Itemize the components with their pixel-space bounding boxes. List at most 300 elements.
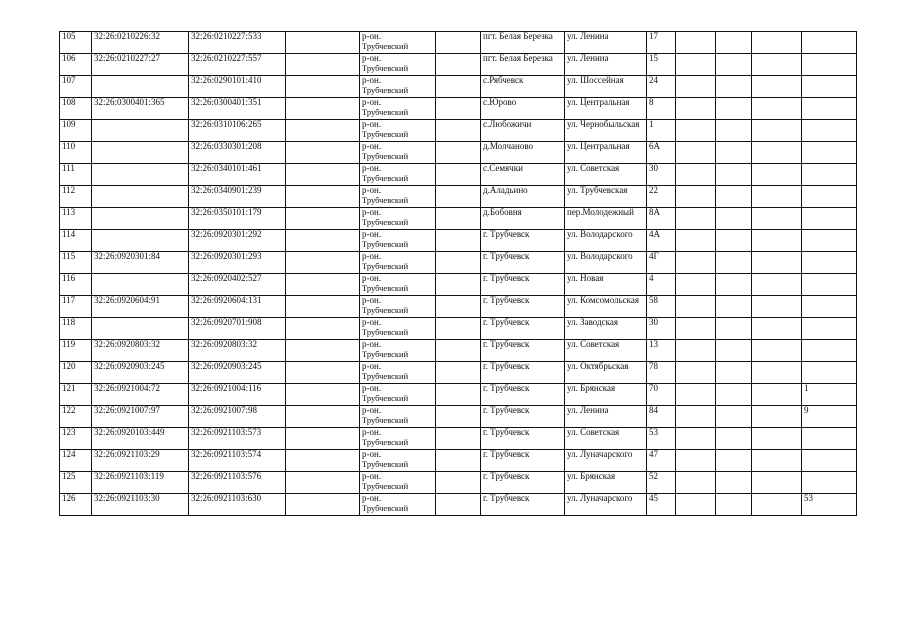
old-cadastral-number-cell: 32:26:0210226:32 (92, 32, 189, 54)
blank-cell (716, 98, 752, 120)
street-cell: ул. Чернобыльская (565, 120, 647, 142)
district-prefix: р-он. (362, 185, 382, 195)
district-cell (360, 318, 436, 340)
table-row (60, 406, 857, 428)
settlement-cell: пгт. Белая Березка (481, 32, 565, 54)
district-cell (360, 32, 436, 54)
blank-cell (752, 32, 802, 54)
old-cadastral-number-cell (92, 274, 189, 296)
cadastral-number-cell: 32:26:0210227:533 (189, 32, 286, 54)
blank-cell (716, 384, 752, 406)
street-cell: ул. Луначарского (565, 450, 647, 472)
house-number-cell: 30 (647, 318, 676, 340)
blank-cell (286, 120, 360, 142)
apartment-cell: 53 (802, 494, 857, 516)
blank-cell (436, 406, 481, 428)
blank-cell (436, 340, 481, 362)
district-name: Трубчевский (362, 349, 409, 359)
apartment-cell (802, 362, 857, 384)
settlement-cell: с.Рябчевск (481, 76, 565, 98)
district-cell (360, 142, 436, 164)
district-prefix: р-он. (362, 75, 382, 85)
street-cell: ул. Октябрьская (565, 362, 647, 384)
blank-cell (716, 494, 752, 516)
district-prefix: р-он. (362, 493, 382, 503)
cadastral-number-cell: 32:26:0300401:351 (189, 98, 286, 120)
district-prefix: р-он. (362, 405, 382, 415)
district-name: Трубчевский (362, 129, 409, 139)
old-cadastral-number-cell: 32:26:0920103:449 (92, 428, 189, 450)
blank-cell (676, 494, 716, 516)
blank-cell (716, 362, 752, 384)
blank-cell (752, 186, 802, 208)
blank-cell (286, 384, 360, 406)
blank-cell (676, 98, 716, 120)
house-number-cell: 45 (647, 494, 676, 516)
table-row (60, 230, 857, 252)
district-cell (360, 384, 436, 406)
house-number-cell: 22 (647, 186, 676, 208)
blank-cell (752, 362, 802, 384)
blank-cell (716, 142, 752, 164)
row-number-cell: 106 (60, 54, 92, 76)
row-number-cell: 114 (60, 230, 92, 252)
row-number-cell: 121 (60, 384, 92, 406)
settlement-cell: г. Трубчевск (481, 362, 565, 384)
cadastral-number-cell: 32:26:0921103:630 (189, 494, 286, 516)
blank-cell (286, 142, 360, 164)
blank-cell (752, 406, 802, 428)
blank-cell (436, 32, 481, 54)
old-cadastral-number-cell: 32:26:0210227:27 (92, 54, 189, 76)
cadastral-number-cell: 32:26:0350101:179 (189, 208, 286, 230)
table-row (60, 362, 857, 384)
table-row (60, 252, 857, 274)
blank-cell (752, 296, 802, 318)
table-row (60, 32, 857, 54)
district-name: Трубчевский (362, 459, 409, 469)
blank-cell (286, 54, 360, 76)
settlement-cell: г. Трубчевск (481, 384, 565, 406)
district-name: Трубчевский (362, 261, 409, 271)
blank-cell (286, 274, 360, 296)
house-number-cell: 24 (647, 76, 676, 98)
cadastral-number-cell: 32:26:0310106:265 (189, 120, 286, 142)
blank-cell (286, 230, 360, 252)
apartment-cell (802, 274, 857, 296)
blank-cell (752, 208, 802, 230)
blank-cell (676, 186, 716, 208)
row-number-cell: 119 (60, 340, 92, 362)
old-cadastral-number-cell: 32:26:0920301:84 (92, 252, 189, 274)
settlement-cell: г. Трубчевск (481, 296, 565, 318)
blank-cell (676, 230, 716, 252)
settlement-cell: г. Трубчевск (481, 494, 565, 516)
apartment-cell (802, 340, 857, 362)
blank-cell (436, 494, 481, 516)
settlement-cell: г. Трубчевск (481, 340, 565, 362)
district-name: Трубчевский (362, 503, 409, 513)
house-number-cell: 13 (647, 340, 676, 362)
old-cadastral-number-cell: 32:26:0300401:365 (92, 98, 189, 120)
district-name: Трубчевский (362, 173, 409, 183)
street-cell: ул. Володарского (565, 230, 647, 252)
house-number-cell: 4Г (647, 252, 676, 274)
district-name: Трубчевский (362, 481, 409, 491)
blank-cell (676, 318, 716, 340)
district-prefix: р-он. (362, 119, 382, 129)
apartment-cell (802, 318, 857, 340)
blank-cell (286, 98, 360, 120)
blank-cell (752, 142, 802, 164)
blank-cell (436, 472, 481, 494)
settlement-cell: пгт. Белая Березка (481, 54, 565, 76)
cadastral-number-cell: 32:26:0921103:573 (189, 428, 286, 450)
house-number-cell: 53 (647, 428, 676, 450)
table-row (60, 186, 857, 208)
blank-cell (436, 230, 481, 252)
blank-cell (752, 450, 802, 472)
blank-cell (752, 494, 802, 516)
settlement-cell: с.Юрово (481, 98, 565, 120)
street-cell: пер.Молодежный (565, 208, 647, 230)
district-cell (360, 230, 436, 252)
blank-cell (752, 230, 802, 252)
settlement-cell: с.Любожичи (481, 120, 565, 142)
blank-cell (716, 450, 752, 472)
district-cell (360, 120, 436, 142)
row-number-cell: 118 (60, 318, 92, 340)
old-cadastral-number-cell (92, 164, 189, 186)
street-cell: ул. Володарского (565, 252, 647, 274)
house-number-cell: 4А (647, 230, 676, 252)
row-number-cell: 109 (60, 120, 92, 142)
district-name: Трубчевский (362, 217, 409, 227)
blank-cell (676, 76, 716, 98)
cadastral-number-cell: 32:26:0921007:98 (189, 406, 286, 428)
blank-cell (436, 120, 481, 142)
cadastral-number-cell: 32:26:0330301:208 (189, 142, 286, 164)
blank-cell (752, 274, 802, 296)
row-number-cell: 110 (60, 142, 92, 164)
settlement-cell: г. Трубчевск (481, 472, 565, 494)
blank-cell (436, 450, 481, 472)
cadastral-number-cell: 32:26:0920604:131 (189, 296, 286, 318)
old-cadastral-number-cell: 32:26:0921103:30 (92, 494, 189, 516)
apartment-cell (802, 230, 857, 252)
district-prefix: р-он. (362, 141, 382, 151)
blank-cell (676, 428, 716, 450)
district-name: Трубчевский (362, 415, 409, 425)
row-number-cell: 122 (60, 406, 92, 428)
apartment-cell (802, 252, 857, 274)
apartment-cell (802, 186, 857, 208)
old-cadastral-number-cell: 32:26:0921004:72 (92, 384, 189, 406)
blank-cell (676, 340, 716, 362)
table-row (60, 494, 857, 516)
cadastral-number-cell: 32:26:0920301:293 (189, 252, 286, 274)
settlement-cell: г. Трубчевск (481, 318, 565, 340)
blank-cell (676, 54, 716, 76)
blank-cell (286, 32, 360, 54)
district-cell (360, 98, 436, 120)
blank-cell (752, 120, 802, 142)
blank-cell (716, 164, 752, 186)
blank-cell (436, 296, 481, 318)
house-number-cell: 70 (647, 384, 676, 406)
settlement-cell: г. Трубчевск (481, 230, 565, 252)
blank-cell (752, 164, 802, 186)
blank-cell (676, 384, 716, 406)
blank-cell (716, 274, 752, 296)
apartment-cell (802, 164, 857, 186)
blank-cell (716, 208, 752, 230)
blank-cell (716, 252, 752, 274)
blank-cell (676, 274, 716, 296)
cadastral-number-cell: 32:26:0921103:576 (189, 472, 286, 494)
row-number-cell: 123 (60, 428, 92, 450)
blank-cell (436, 142, 481, 164)
house-number-cell: 30 (647, 164, 676, 186)
blank-cell (286, 406, 360, 428)
row-number-cell: 112 (60, 186, 92, 208)
district-prefix: р-он. (362, 229, 382, 239)
district-name: Трубчевский (362, 85, 409, 95)
blank-cell (436, 208, 481, 230)
table-row (60, 274, 857, 296)
district-name: Трубчевский (362, 41, 409, 51)
old-cadastral-number-cell (92, 120, 189, 142)
street-cell: ул. Луначарского (565, 494, 647, 516)
district-prefix: р-он. (362, 273, 382, 283)
settlement-cell: д.Аладьино (481, 186, 565, 208)
old-cadastral-number-cell (92, 186, 189, 208)
settlement-cell: с.Семячки (481, 164, 565, 186)
settlement-cell: г. Трубчевск (481, 252, 565, 274)
district-cell (360, 296, 436, 318)
row-number-cell: 120 (60, 362, 92, 384)
blank-cell (752, 318, 802, 340)
district-prefix: р-он. (362, 427, 382, 437)
district-cell (360, 252, 436, 274)
district-name: Трубчевский (362, 283, 409, 293)
blank-cell (286, 494, 360, 516)
table-row (60, 208, 857, 230)
apartment-cell (802, 76, 857, 98)
district-cell (360, 494, 436, 516)
blank-cell (436, 76, 481, 98)
blank-cell (752, 98, 802, 120)
cadastral-number-cell: 32:26:0920701:908 (189, 318, 286, 340)
old-cadastral-number-cell (92, 230, 189, 252)
blank-cell (286, 296, 360, 318)
old-cadastral-number-cell (92, 208, 189, 230)
blank-cell (286, 428, 360, 450)
old-cadastral-number-cell: 32:26:0921103:29 (92, 450, 189, 472)
blank-cell (676, 32, 716, 54)
table-row (60, 120, 857, 142)
blank-cell (286, 472, 360, 494)
property-registry-table (59, 31, 857, 516)
street-cell: ул. Новая (565, 274, 647, 296)
blank-cell (436, 384, 481, 406)
district-prefix: р-он. (362, 31, 382, 41)
old-cadastral-number-cell (92, 318, 189, 340)
cadastral-number-cell: 32:26:0920402:527 (189, 274, 286, 296)
district-prefix: р-он. (362, 361, 382, 371)
table-row (60, 428, 857, 450)
table-row (60, 318, 857, 340)
house-number-cell: 52 (647, 472, 676, 494)
table-body (60, 32, 857, 516)
district-prefix: р-он. (362, 251, 382, 261)
house-number-cell: 8А (647, 208, 676, 230)
street-cell: ул. Советская (565, 164, 647, 186)
row-number-cell: 111 (60, 164, 92, 186)
house-number-cell: 58 (647, 296, 676, 318)
row-number-cell: 117 (60, 296, 92, 318)
settlement-cell: д.Молчаново (481, 142, 565, 164)
district-name: Трубчевский (362, 195, 409, 205)
settlement-cell: г. Трубчевск (481, 274, 565, 296)
blank-cell (286, 186, 360, 208)
table-row (60, 54, 857, 76)
district-cell (360, 340, 436, 362)
cadastral-number-cell: 32:26:0210227:557 (189, 54, 286, 76)
district-cell (360, 54, 436, 76)
row-number-cell: 113 (60, 208, 92, 230)
apartment-cell (802, 472, 857, 494)
blank-cell (752, 472, 802, 494)
cadastral-number-cell: 32:26:0920803:32 (189, 340, 286, 362)
district-prefix: р-он. (362, 383, 382, 393)
blank-cell (676, 296, 716, 318)
house-number-cell: 15 (647, 54, 676, 76)
district-prefix: р-он. (362, 163, 382, 173)
district-name: Трубчевский (362, 239, 409, 249)
district-prefix: р-он. (362, 207, 382, 217)
blank-cell (436, 186, 481, 208)
district-name: Трубчевский (362, 151, 409, 161)
blank-cell (676, 406, 716, 428)
blank-cell (752, 428, 802, 450)
district-name: Трубчевский (362, 63, 409, 73)
district-prefix: р-он. (362, 449, 382, 459)
old-cadastral-number-cell: 32:26:0920903:245 (92, 362, 189, 384)
street-cell: ул. Ленина (565, 54, 647, 76)
row-number-cell: 125 (60, 472, 92, 494)
apartment-cell (802, 208, 857, 230)
table-row (60, 296, 857, 318)
district-name: Трубчевский (362, 305, 409, 315)
row-number-cell: 108 (60, 98, 92, 120)
house-number-cell: 1 (647, 120, 676, 142)
old-cadastral-number-cell (92, 76, 189, 98)
apartment-cell (802, 142, 857, 164)
blank-cell (436, 362, 481, 384)
district-name: Трубчевский (362, 327, 409, 337)
blank-cell (436, 54, 481, 76)
street-cell: ул. Комсомольская (565, 296, 647, 318)
table-row (60, 142, 857, 164)
blank-cell (716, 230, 752, 252)
cadastral-number-cell: 32:26:0920903:245 (189, 362, 286, 384)
district-prefix: р-он. (362, 339, 382, 349)
house-number-cell: 78 (647, 362, 676, 384)
blank-cell (676, 450, 716, 472)
district-name: Трубчевский (362, 371, 409, 381)
district-prefix: р-он. (362, 471, 382, 481)
blank-cell (716, 186, 752, 208)
district-name: Трубчевский (362, 393, 409, 403)
district-cell (360, 208, 436, 230)
table-row (60, 384, 857, 406)
street-cell: ул. Ленина (565, 406, 647, 428)
blank-cell (286, 340, 360, 362)
street-cell: ул. Брянская (565, 472, 647, 494)
street-cell: ул. Советская (565, 428, 647, 450)
blank-cell (752, 252, 802, 274)
old-cadastral-number-cell: 32:26:0921103:119 (92, 472, 189, 494)
settlement-cell: г. Трубчевск (481, 428, 565, 450)
table-row (60, 450, 857, 472)
table-row (60, 472, 857, 494)
blank-cell (436, 318, 481, 340)
cadastral-number-cell: 32:26:0921103:574 (189, 450, 286, 472)
district-cell (360, 406, 436, 428)
settlement-cell: г. Трубчевск (481, 406, 565, 428)
district-prefix: р-он. (362, 317, 382, 327)
blank-cell (716, 32, 752, 54)
cadastral-number-cell: 32:26:0290101:410 (189, 76, 286, 98)
street-cell: ул. Трубчевская (565, 186, 647, 208)
district-cell (360, 164, 436, 186)
blank-cell (286, 450, 360, 472)
blank-cell (752, 76, 802, 98)
blank-cell (676, 362, 716, 384)
street-cell: ул. Шоссейная (565, 76, 647, 98)
house-number-cell: 8 (647, 98, 676, 120)
row-number-cell: 116 (60, 274, 92, 296)
table-row (60, 76, 857, 98)
district-prefix: р-он. (362, 97, 382, 107)
street-cell: ул. Центральная (565, 142, 647, 164)
district-cell (360, 274, 436, 296)
apartment-cell (802, 32, 857, 54)
row-number-cell: 107 (60, 76, 92, 98)
blank-cell (676, 252, 716, 274)
apartment-cell (802, 450, 857, 472)
district-name: Трубчевский (362, 107, 409, 117)
blank-cell (676, 472, 716, 494)
apartment-cell: 1 (802, 384, 857, 406)
cadastral-number-cell: 32:26:0920301:292 (189, 230, 286, 252)
blank-cell (286, 208, 360, 230)
blank-cell (286, 362, 360, 384)
district-cell (360, 362, 436, 384)
old-cadastral-number-cell: 32:26:0921007:97 (92, 406, 189, 428)
blank-cell (286, 252, 360, 274)
cadastral-number-cell: 32:26:0921004:116 (189, 384, 286, 406)
district-cell (360, 186, 436, 208)
old-cadastral-number-cell (92, 142, 189, 164)
blank-cell (716, 428, 752, 450)
blank-cell (716, 120, 752, 142)
old-cadastral-number-cell: 32:26:0920803:32 (92, 340, 189, 362)
street-cell: ул. Центральная (565, 98, 647, 120)
district-prefix: р-он. (362, 295, 382, 305)
district-cell (360, 428, 436, 450)
